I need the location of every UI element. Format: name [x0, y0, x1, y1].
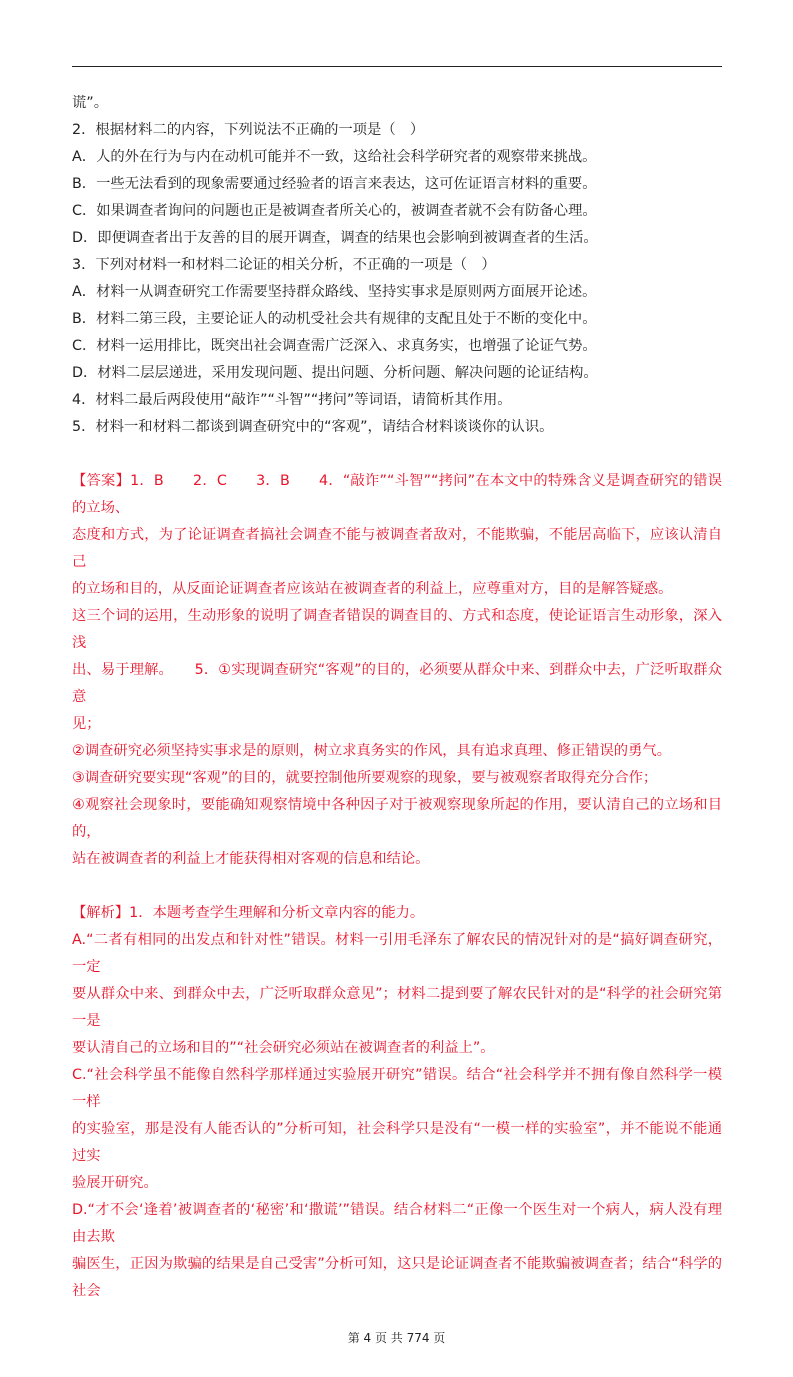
- answer-line: 要从群众中来、到群众中去，广泛听取群众意见”；材料二提到要了解农民针对的是“科学的社会研究第一是: [72, 986, 722, 1029]
- answer-line: 出、易于理解。 5．①实现调查研究“客观”的目的，必须要从群众中来、到群众中去，广泛听取群众意: [72, 662, 722, 705]
- answer-line: D.“才不会‘逢着’被调查者的‘秘密’和‘撒谎’”错误。结合材料二“正像一个医生对一个病人，病人没有理由去欺: [72, 1202, 722, 1245]
- page-footer: 第 4 页 共 774 页: [347, 1331, 446, 1345]
- answer-line: 【解析】1．本题考查学生理解和分析文章内容的能力。: [72, 905, 425, 921]
- answer-line: 这三个词的运用，生动形象的说明了调查者错误的调查目的、方式和态度，使论证语言生动形象，深入浅: [72, 608, 722, 651]
- answer-line: 验展开研究。: [72, 1175, 158, 1191]
- answer-line: 的实验室，那是没有人能否认的”分析可知，社会科学只是没有“一模一样的实验室”，并不能说不能通过实: [72, 1121, 722, 1164]
- question-line: 4．材料二最后两段使用“敲诈”“斗智”“拷问”等词语，请简析其作用。: [72, 392, 512, 408]
- answer-line: A.“二者有相同的出发点和针对性”错误。材料一引用毛泽东了解农民的情况针对的是“搞好调查研究，一定: [72, 932, 722, 975]
- question-line: B．一些无法看到的现象需要通过经验者的语言来表达，这可佐证语言材料的重要。: [72, 176, 597, 192]
- answer-line: ④观察社会现象时，要能确知观察情境中各种因子对于被观察现象所起的作用，要认清自己的立场和目的，: [72, 797, 722, 840]
- question-line: A．人的外在行为与内在动机可能并不一致，这给社会科学研究者的观察带来挑战。: [72, 149, 597, 165]
- question-line: C．如果调查者询问的问题也正是被调查者所关心的，被调查者就不会有防备心理。: [72, 203, 597, 219]
- answer-line: ③调查研究要实现“客观”的目的，就要控制他所要观察的现象，要与被观察者取得充分合作；: [72, 770, 658, 786]
- header-rule: [72, 66, 722, 67]
- question-line: 2．根据材料二的内容，下列说法不正确的一项是（ ）: [72, 122, 425, 138]
- question-line: D．即便调查者出于友善的目的展开调查，调查的结果也会影响到被调查者的生活。: [72, 230, 598, 246]
- question-line: 谎”。: [72, 95, 109, 111]
- answer-line: 见；: [72, 716, 101, 732]
- answer-line: 骗医生，正因为欺骗的结果是自己受害”分析可知，这只是论证调查者不能欺骗被调查者；结合“科学的社会: [72, 1256, 722, 1299]
- question-line: A．材料一从调查研究工作需要坚持群众路线、坚持实事求是原则两方面展开论述。: [72, 284, 597, 300]
- answer-line: 的立场和目的，从反面论证调查者应该站在被调查者的利益上，应尊重对方，目的是解答疑惑。: [72, 581, 673, 597]
- question-line: D．材料二层层递进，采用发现问题、提出问题、分析问题、解决问题的论证结构。: [72, 365, 598, 381]
- answer-line: 【答案】1．B 2．C 3．B 4．“敲诈”“斗智”“拷问”在本文中的特殊含义是调查研究的错误的立场、: [72, 473, 722, 516]
- question-line: 3．下列对材料一和材料二论证的相关分析，不正确的一项是（ ）: [72, 257, 496, 273]
- question-line: C．材料一运用排比，既突出社会调查需广泛深入、求真务实，也增强了论证气势。: [72, 338, 597, 354]
- document-body: [72, 0, 722, 1305]
- answer-line: 站在被调查者的利益上才能获得相对客观的信息和结论。: [72, 851, 430, 867]
- answer-line: 态度和方式，为了论证调查者搞社会调查不能与被调查者敌对，不能欺骗，不能居高临下，应该认清自己: [72, 527, 722, 570]
- answer-line: ②调查研究必须坚持实事求是的原则，树立求真务实的作风，具有追求真理、修正错误的勇气。: [72, 743, 671, 759]
- question-line: B．材料二第三段，主要论证人的动机受社会共有规律的支配且处于不断的变化中。: [72, 311, 597, 327]
- answer-line: 要认清自己的立场和目的”“社会研究必须站在被调查者的利益上”。: [72, 1040, 495, 1056]
- question-line: 5．材料一和材料二都谈到调查研究中的“客观”，请结合材料谈谈你的认识。: [72, 419, 554, 435]
- answer-line: C.“社会科学虽不能像自然科学那样通过实验展开研究”错误。结合“社会科学并不拥有像自然科学一模一样: [72, 1067, 722, 1110]
